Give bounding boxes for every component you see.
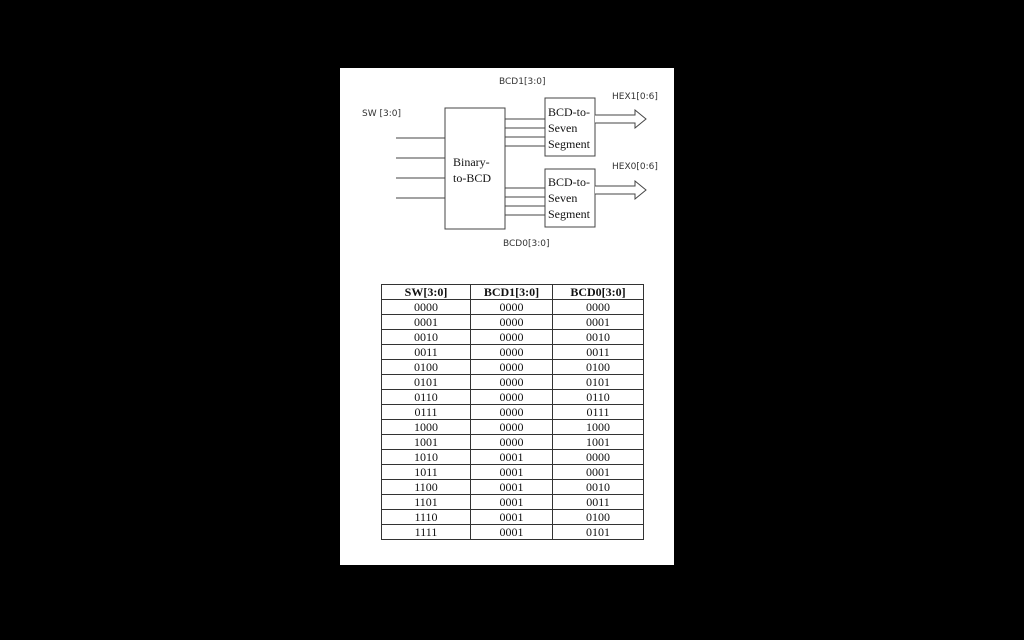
- table-row: [382, 465, 644, 480]
- seg-bottom-line3: Segment: [548, 207, 590, 221]
- cell-bcd0: 1000: [553, 420, 644, 435]
- seg-bottom-line1: BCD-to-: [548, 175, 590, 189]
- cell-bcd1: 0000: [471, 420, 553, 435]
- bcd1-wires: [505, 119, 545, 146]
- bcd1-label: BCD1[3:0]: [499, 77, 546, 87]
- table-row: [382, 420, 644, 435]
- bcd0-label: BCD0[3:0]: [503, 239, 550, 249]
- cell-bcd1: 0000: [471, 300, 553, 315]
- cell-sw: 0110: [382, 390, 471, 405]
- cell-bcd1: 0001: [471, 495, 553, 510]
- converter-label-line1: Binary-: [453, 155, 490, 169]
- table-row: [382, 495, 644, 510]
- seg-top-line2: Seven: [548, 121, 578, 135]
- table-row: [382, 360, 644, 375]
- column-header-sw: SW[3:0]: [382, 285, 471, 300]
- cell-bcd1: 0000: [471, 405, 553, 420]
- table-row: [382, 435, 644, 450]
- cell-bcd1: 0001: [471, 465, 553, 480]
- cell-bcd1: 0000: [471, 345, 553, 360]
- hex1-bus-arrow: [595, 110, 646, 128]
- table-row: [382, 330, 644, 345]
- cell-sw: 0001: [382, 315, 471, 330]
- cell-sw: 1010: [382, 450, 471, 465]
- block-diagram: [340, 68, 674, 268]
- table-row: [382, 525, 644, 540]
- seg-top-line1: BCD-to-: [548, 105, 590, 119]
- truth-table: [381, 284, 644, 540]
- cell-bcd1: 0000: [471, 375, 553, 390]
- column-header-bcd1: BCD1[3:0]: [471, 285, 553, 300]
- cell-bcd1: 0000: [471, 330, 553, 345]
- cell-bcd0: 1001: [553, 435, 644, 450]
- table-row: [382, 375, 644, 390]
- cell-bcd0: 0100: [553, 510, 644, 525]
- cell-sw: 1001: [382, 435, 471, 450]
- cell-sw: 1110: [382, 510, 471, 525]
- cell-bcd0: 0100: [553, 360, 644, 375]
- cell-bcd0: 0000: [553, 450, 644, 465]
- cell-sw: 0101: [382, 375, 471, 390]
- cell-sw: 0011: [382, 345, 471, 360]
- table-row: [382, 300, 644, 315]
- table-body: [382, 300, 644, 540]
- table-row: [382, 315, 644, 330]
- bcd0-wires: [505, 188, 545, 215]
- cell-sw: 1011: [382, 465, 471, 480]
- cell-bcd0: 0010: [553, 480, 644, 495]
- table-row: [382, 510, 644, 525]
- cell-bcd0: 0010: [553, 330, 644, 345]
- cell-sw: 1111: [382, 525, 471, 540]
- cell-bcd1: 0000: [471, 390, 553, 405]
- table-row: [382, 390, 644, 405]
- input-wires: [396, 138, 445, 198]
- table-row: [382, 405, 644, 420]
- cell-sw: 0000: [382, 300, 471, 315]
- cell-sw: 1000: [382, 420, 471, 435]
- cell-bcd1: 0001: [471, 450, 553, 465]
- seg-bottom-line2: Seven: [548, 191, 578, 205]
- seg-top-line3: Segment: [548, 137, 590, 151]
- cell-bcd1: 0000: [471, 435, 553, 450]
- cell-bcd1: 0000: [471, 360, 553, 375]
- cell-bcd0: 0011: [553, 345, 644, 360]
- cell-bcd0: 0111: [553, 405, 644, 420]
- table-row: [382, 450, 644, 465]
- document-page: [340, 68, 674, 565]
- input-label: SW [3:0]: [362, 109, 401, 119]
- cell-bcd0: 0101: [553, 525, 644, 540]
- cell-bcd1: 0001: [471, 525, 553, 540]
- cell-bcd1: 0001: [471, 510, 553, 525]
- cell-sw: 1100: [382, 480, 471, 495]
- cell-bcd0: 0000: [553, 300, 644, 315]
- cell-bcd0: 0101: [553, 375, 644, 390]
- cell-bcd0: 0110: [553, 390, 644, 405]
- hex0-bus-arrow: [595, 181, 646, 199]
- cell-bcd0: 0001: [553, 315, 644, 330]
- converter-label-line2: to-BCD: [453, 171, 492, 185]
- cell-bcd0: 0001: [553, 465, 644, 480]
- cell-sw: 0100: [382, 360, 471, 375]
- cell-bcd0: 0011: [553, 495, 644, 510]
- column-header-bcd0: BCD0[3:0]: [553, 285, 644, 300]
- table-row: [382, 345, 644, 360]
- cell-sw: 0111: [382, 405, 471, 420]
- cell-bcd1: 0001: [471, 480, 553, 495]
- hex0-label: HEX0[0:6]: [612, 162, 658, 172]
- cell-sw: 0010: [382, 330, 471, 345]
- cell-sw: 1101: [382, 495, 471, 510]
- table-row: [382, 480, 644, 495]
- hex1-label: HEX1[0:6]: [612, 92, 658, 102]
- table-header-row: [382, 285, 644, 300]
- cell-bcd1: 0000: [471, 315, 553, 330]
